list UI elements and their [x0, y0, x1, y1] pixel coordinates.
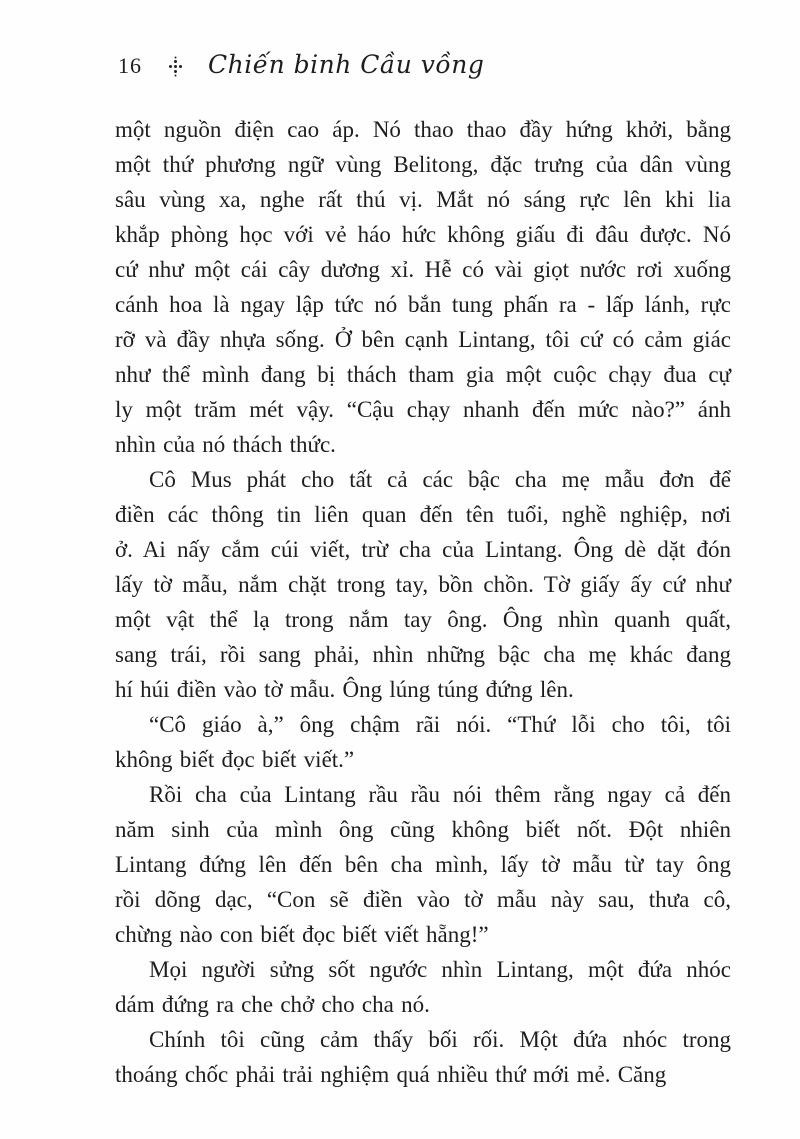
- text-line: điền các thông tin liên quan đến tên tuổi, nghề nghiệp, nơi: [115, 502, 731, 527]
- page-body: [115, 112, 731, 1092]
- text-line: lấy tờ mẫu, nắm chặt trong tay, bồn chồn. Tờ giấy ấy cứ như: [115, 572, 731, 597]
- text-line: khắp phòng học với vẻ háo hức không giấu đi đâu được. Nó: [115, 222, 731, 247]
- text-line: hí húi điền vào tờ mẫu. Ông lúng túng đứng lên.: [115, 677, 574, 702]
- paragraph: [115, 952, 731, 1022]
- text-line: không biết đọc biết viết.”: [115, 747, 355, 772]
- text-line: thoáng chốc phải trải nghiệm quá nhiều thứ mới mẻ. Căng: [115, 1062, 667, 1087]
- text-line: “Cô giáo à,” ông chậm rãi nói. “Thứ lỗi cho tôi, tôi: [149, 712, 731, 737]
- paragraph: [115, 1022, 731, 1092]
- text-line: Chính tôi cũng cảm thấy bối rối. Một đứa nhóc trong: [149, 1027, 731, 1052]
- paragraph: [115, 777, 731, 952]
- page-header: [118, 50, 484, 79]
- text-line: sâu vùng xa, nghe rất thú vị. Mắt nó sáng rực lên khi lia: [115, 187, 731, 212]
- text-line: sang trái, rồi sang phải, nhìn những bậc cha mẹ khác đang: [115, 642, 731, 667]
- text-line: cứ như một cái cây dương xỉ. Hễ có vài giọt nước rơi xuống: [115, 257, 731, 282]
- paragraph: [115, 112, 731, 462]
- text-line: như thể mình đang bị thách tham gia một cuộc chạy đua cự: [115, 362, 731, 387]
- text-line: năm sinh của mình ông cũng không biết nốt. Đột nhiên: [115, 817, 731, 842]
- text-line: rỡ và đầy nhựa sống. Ở bên cạnh Lintang, tôi cứ có cảm giác: [115, 327, 731, 352]
- paragraph: [115, 462, 731, 707]
- text-line: Rồi cha của Lintang rầu rầu nói thêm rằng ngay cả đến: [149, 782, 731, 807]
- page-number: 16: [118, 53, 142, 78]
- text-line: Mọi người sửng sốt ngước nhìn Lintang, một đứa nhóc: [149, 957, 731, 982]
- text-line: một thứ phương ngữ vùng Belitong, đặc trưng của dân vùng: [115, 152, 731, 177]
- text-line: một nguồn điện cao áp. Nó thao thao đầy hứng khởi, bằng: [115, 117, 731, 142]
- text-line: ở. Ai nấy cắm cúi viết, trừ cha của Lintang. Ông dè dặt đón: [115, 537, 731, 562]
- paragraph: [115, 707, 731, 777]
- running-head-title: Chiến binh Cầu vồng: [208, 50, 485, 79]
- text-line: ly một trăm mét vậy. “Cậu chạy nhanh đến mức nào?” ánh: [115, 397, 731, 422]
- text-line: dám đứng ra che chở cho cha nó.: [115, 992, 430, 1017]
- text-line: cánh hoa là ngay lập tức nó bắn tung phấn ra - lấp lánh, rực: [115, 292, 731, 317]
- text-line: nhìn của nó thách thức.: [115, 432, 336, 457]
- text-line: một vật thể lạ trong nắm tay ông. Ông nhìn quanh quất,: [115, 607, 731, 632]
- text-line: chừng nào con biết đọc biết viết hẵng!”: [115, 922, 489, 947]
- text-line: Cô Mus phát cho tất cả các bậc cha mẹ mẫu đơn để: [149, 467, 731, 492]
- text-line: rồi dõng dạc, “Con sẽ điền vào tờ mẫu này sau, thưa cô,: [115, 887, 731, 912]
- text-line: Lintang đứng lên đến bên cha mình, lấy tờ mẫu từ tay ông: [115, 852, 731, 877]
- dotted-cross-icon: [168, 60, 182, 74]
